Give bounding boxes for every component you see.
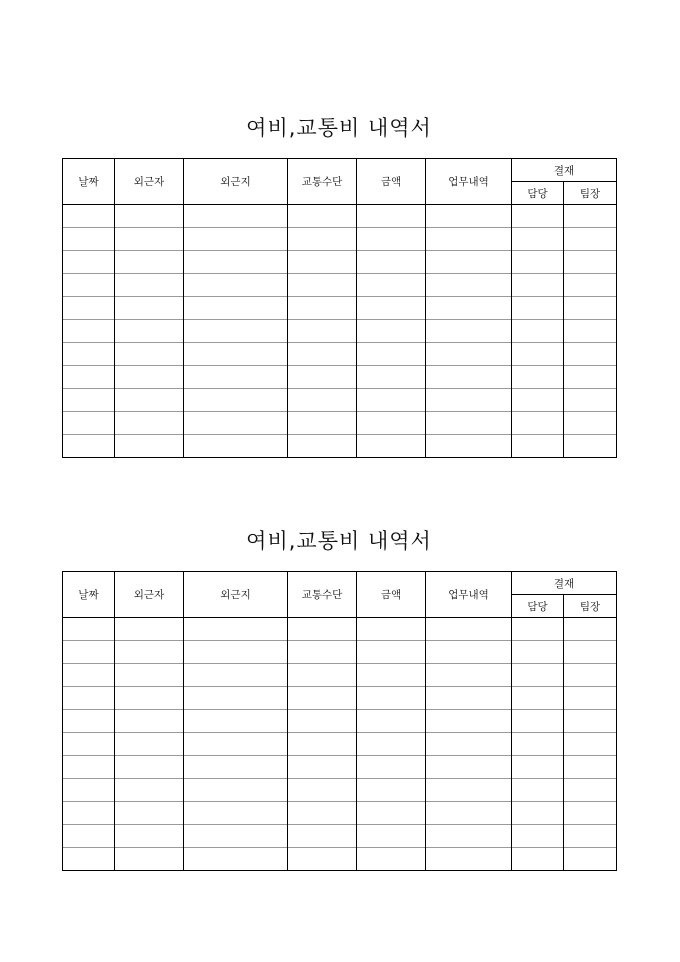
table-cell[interactable] [63, 687, 115, 710]
table-cell[interactable] [63, 366, 115, 389]
table-cell[interactable] [426, 848, 512, 871]
table-cell[interactable] [357, 641, 426, 664]
table-row [63, 687, 617, 710]
header-amount: 금액 [357, 159, 426, 205]
table-cell[interactable] [564, 228, 617, 251]
table-cell[interactable] [288, 320, 357, 343]
table-cell[interactable] [426, 320, 512, 343]
table-cell[interactable] [184, 274, 288, 297]
table-cell[interactable] [564, 641, 617, 664]
table-cell[interactable] [564, 389, 617, 412]
table-cell[interactable] [564, 297, 617, 320]
table-row [63, 641, 617, 664]
table-cell[interactable] [115, 733, 184, 756]
table-cell[interactable] [512, 389, 564, 412]
table-cell[interactable] [184, 228, 288, 251]
table-row [63, 205, 617, 228]
table-cell[interactable] [512, 343, 564, 366]
expense-table [62, 571, 617, 871]
table-cell[interactable] [63, 412, 115, 435]
table-cell[interactable] [288, 228, 357, 251]
table-cell[interactable] [357, 618, 426, 641]
table-cell[interactable] [115, 664, 184, 687]
table-cell[interactable] [184, 412, 288, 435]
table-cell[interactable] [426, 343, 512, 366]
table-cell[interactable] [512, 756, 564, 779]
table-cell[interactable] [115, 343, 184, 366]
table-cell[interactable] [115, 389, 184, 412]
table-cell[interactable] [564, 802, 617, 825]
table-cell[interactable] [357, 779, 426, 802]
table-cell[interactable] [426, 366, 512, 389]
table-cell[interactable] [426, 825, 512, 848]
table-cell[interactable] [184, 825, 288, 848]
form-title: 여비,교통비 내역서 [246, 116, 432, 140]
header-approval-manager: 팀장 [564, 182, 617, 205]
table-cell[interactable] [115, 320, 184, 343]
table-cell[interactable] [512, 412, 564, 435]
table-cell[interactable] [184, 251, 288, 274]
table-cell[interactable] [357, 802, 426, 825]
table-row [63, 228, 617, 251]
table-cell[interactable] [63, 435, 115, 458]
table-cell[interactable] [184, 389, 288, 412]
header-transport: 교통수단 [288, 572, 357, 618]
table-cell[interactable] [288, 389, 357, 412]
table-row [63, 412, 617, 435]
table-cell[interactable] [426, 687, 512, 710]
table-cell[interactable] [357, 389, 426, 412]
table-cell[interactable] [564, 710, 617, 733]
table-cell[interactable] [115, 618, 184, 641]
table-cell[interactable] [357, 710, 426, 733]
table-cell[interactable] [512, 802, 564, 825]
table-cell[interactable] [184, 756, 288, 779]
table-cell[interactable] [564, 848, 617, 871]
header-amount: 금액 [357, 572, 426, 618]
table-cell[interactable] [512, 205, 564, 228]
table-cell[interactable] [564, 205, 617, 228]
table-cell[interactable] [426, 641, 512, 664]
table-cell[interactable] [288, 848, 357, 871]
table-cell[interactable] [288, 618, 357, 641]
header-destination: 외근지 [184, 572, 288, 618]
table-cell[interactable] [426, 297, 512, 320]
header-approval-staff: 담당 [512, 595, 564, 618]
table-cell[interactable] [426, 779, 512, 802]
table-cell[interactable] [564, 343, 617, 366]
table-cell[interactable] [512, 687, 564, 710]
table-row [63, 343, 617, 366]
table-cell[interactable] [288, 756, 357, 779]
table-row [63, 297, 617, 320]
table-cell[interactable] [115, 687, 184, 710]
table-cell[interactable] [184, 779, 288, 802]
table-cell[interactable] [63, 205, 115, 228]
table-cell[interactable] [564, 412, 617, 435]
table-row [63, 756, 617, 779]
table-cell[interactable] [564, 320, 617, 343]
table-cell[interactable] [564, 251, 617, 274]
table-cell[interactable] [184, 710, 288, 733]
table-cell[interactable] [184, 297, 288, 320]
table-cell[interactable] [63, 618, 115, 641]
table-cell[interactable] [115, 641, 184, 664]
table-row [63, 710, 617, 733]
table-cell[interactable] [426, 228, 512, 251]
table-row [63, 435, 617, 458]
header-approval-manager: 팀장 [564, 595, 617, 618]
table-cell[interactable] [184, 343, 288, 366]
form-title: 여비,교통비 내역서 [246, 529, 432, 553]
header-date: 날짜 [63, 159, 115, 205]
header-date: 날짜 [63, 572, 115, 618]
table-cell[interactable] [564, 274, 617, 297]
table-cell[interactable] [357, 320, 426, 343]
table-cell[interactable] [115, 435, 184, 458]
table-row [63, 802, 617, 825]
table-cell[interactable] [63, 825, 115, 848]
table-cell[interactable] [357, 205, 426, 228]
expense-table [62, 158, 617, 458]
table-cell[interactable] [512, 848, 564, 871]
table-cell[interactable] [357, 825, 426, 848]
table-body [63, 618, 617, 871]
table-cell[interactable] [512, 435, 564, 458]
table-cell[interactable] [426, 664, 512, 687]
table-cell[interactable] [288, 412, 357, 435]
table-cell[interactable] [63, 664, 115, 687]
table-cell[interactable] [426, 389, 512, 412]
table-cell[interactable] [184, 205, 288, 228]
table-cell[interactable] [426, 435, 512, 458]
table-cell[interactable] [512, 825, 564, 848]
table-cell[interactable] [63, 710, 115, 733]
table-cell[interactable] [426, 412, 512, 435]
table-row [63, 779, 617, 802]
table-cell[interactable] [288, 779, 357, 802]
table-cell[interactable] [184, 687, 288, 710]
table-cell[interactable] [357, 664, 426, 687]
table-cell[interactable] [512, 664, 564, 687]
table-cell[interactable] [426, 274, 512, 297]
table-cell[interactable] [288, 687, 357, 710]
table-cell[interactable] [288, 366, 357, 389]
header-approval: 결재 [512, 159, 617, 182]
table-cell[interactable] [564, 687, 617, 710]
table-cell[interactable] [357, 228, 426, 251]
table-cell[interactable] [512, 297, 564, 320]
header-field-worker: 외근자 [115, 159, 184, 205]
expense-form-2 [62, 523, 616, 871]
table-row [63, 320, 617, 343]
table-cell[interactable] [512, 251, 564, 274]
table-row [63, 366, 617, 389]
table-cell[interactable] [564, 366, 617, 389]
table-cell[interactable] [426, 733, 512, 756]
table-cell[interactable] [288, 733, 357, 756]
header-transport: 교통수단 [288, 159, 357, 205]
table-cell[interactable] [426, 618, 512, 641]
table-cell[interactable] [115, 205, 184, 228]
table-cell[interactable] [184, 641, 288, 664]
table-cell[interactable] [184, 733, 288, 756]
table-cell[interactable] [63, 343, 115, 366]
table-cell[interactable] [184, 618, 288, 641]
table-cell[interactable] [512, 779, 564, 802]
table-cell[interactable] [63, 389, 115, 412]
table-cell[interactable] [426, 710, 512, 733]
table-cell[interactable] [115, 710, 184, 733]
table-cell[interactable] [115, 297, 184, 320]
table-cell[interactable] [564, 733, 617, 756]
table-cell[interactable] [115, 251, 184, 274]
table-cell[interactable] [63, 228, 115, 251]
table-row [63, 251, 617, 274]
header-task: 업무내역 [426, 572, 512, 618]
table-cell[interactable] [512, 618, 564, 641]
table-row [63, 825, 617, 848]
table-cell[interactable] [63, 251, 115, 274]
table-cell[interactable] [357, 412, 426, 435]
table-row [63, 274, 617, 297]
table-cell[interactable] [357, 297, 426, 320]
table-cell[interactable] [564, 435, 617, 458]
table-cell[interactable] [115, 825, 184, 848]
table-cell[interactable] [288, 274, 357, 297]
table-cell[interactable] [564, 825, 617, 848]
table-cell[interactable] [115, 412, 184, 435]
table-cell[interactable] [115, 366, 184, 389]
table-cell[interactable] [512, 274, 564, 297]
table-cell[interactable] [288, 825, 357, 848]
table-cell[interactable] [115, 756, 184, 779]
table-cell[interactable] [63, 733, 115, 756]
table-cell[interactable] [184, 366, 288, 389]
table-cell[interactable] [288, 802, 357, 825]
table-cell[interactable] [288, 664, 357, 687]
table-cell[interactable] [115, 274, 184, 297]
table-cell[interactable] [357, 274, 426, 297]
table-cell[interactable] [288, 710, 357, 733]
table-cell[interactable] [63, 320, 115, 343]
table-cell[interactable] [512, 641, 564, 664]
table-cell[interactable] [288, 205, 357, 228]
table-cell[interactable] [512, 733, 564, 756]
table-cell[interactable] [426, 251, 512, 274]
table-cell[interactable] [63, 274, 115, 297]
table-row [63, 733, 617, 756]
table-cell[interactable] [512, 366, 564, 389]
table-cell[interactable] [288, 435, 357, 458]
table-cell[interactable] [512, 320, 564, 343]
header-approval-staff: 담당 [512, 182, 564, 205]
table-cell[interactable] [357, 848, 426, 871]
table-cell[interactable] [184, 435, 288, 458]
table-cell[interactable] [63, 848, 115, 871]
table-cell[interactable] [426, 802, 512, 825]
table-cell[interactable] [115, 228, 184, 251]
table-cell[interactable] [184, 320, 288, 343]
table-row [63, 389, 617, 412]
table-cell[interactable] [115, 848, 184, 871]
table-cell[interactable] [357, 366, 426, 389]
table-cell[interactable] [512, 228, 564, 251]
table-cell[interactable] [512, 710, 564, 733]
table-body [63, 205, 617, 458]
header-destination: 외근지 [184, 159, 288, 205]
expense-form-1 [62, 110, 616, 458]
table-cell[interactable] [184, 802, 288, 825]
table-cell[interactable] [63, 779, 115, 802]
table-cell[interactable] [357, 435, 426, 458]
table-cell[interactable] [564, 618, 617, 641]
table-cell[interactable] [63, 756, 115, 779]
table-cell[interactable] [63, 802, 115, 825]
table-cell[interactable] [357, 733, 426, 756]
table-cell[interactable] [115, 802, 184, 825]
header-approval: 결재 [512, 572, 617, 595]
table-row [63, 618, 617, 641]
table-cell[interactable] [357, 251, 426, 274]
table-cell[interactable] [288, 343, 357, 366]
table-cell[interactable] [357, 756, 426, 779]
table-cell[interactable] [564, 664, 617, 687]
table-cell[interactable] [426, 756, 512, 779]
table-cell[interactable] [357, 343, 426, 366]
header-field-worker: 외근자 [115, 572, 184, 618]
table-cell[interactable] [357, 687, 426, 710]
table-row [63, 664, 617, 687]
table-cell[interactable] [63, 297, 115, 320]
table-cell[interactable] [426, 205, 512, 228]
header-task: 업무내역 [426, 159, 512, 205]
table-cell[interactable] [564, 756, 617, 779]
table-cell[interactable] [288, 297, 357, 320]
table-cell[interactable] [564, 779, 617, 802]
table-cell[interactable] [63, 641, 115, 664]
table-cell[interactable] [115, 779, 184, 802]
table-cell[interactable] [184, 664, 288, 687]
table-cell[interactable] [288, 251, 357, 274]
table-row [63, 848, 617, 871]
table-cell[interactable] [184, 848, 288, 871]
table-cell[interactable] [288, 641, 357, 664]
